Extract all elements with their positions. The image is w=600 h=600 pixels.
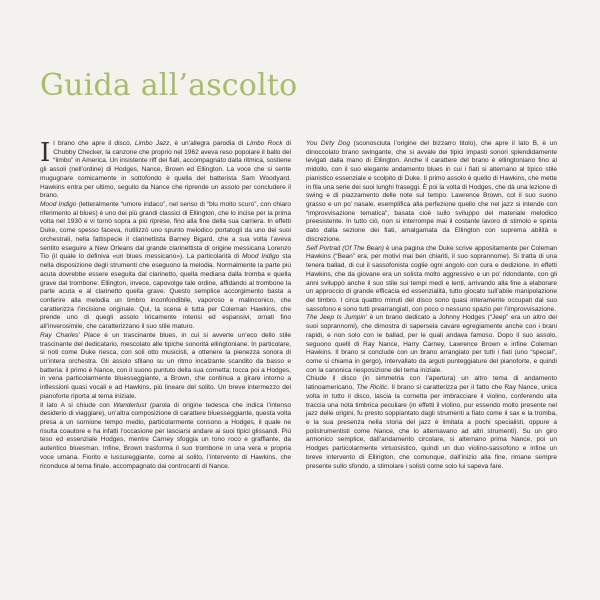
paragraph-ray-charles-place: Ray Charles’ Place è un trascinante blues, in cui si avverte un’eco dello stile trascinante del dedicatario, mescolato alle tipiche sonorità ellingtoniane. In particolare, si noti come Duke riesca, con soli otto musicisti, a ottenere la pienezza sonora di un’intera orchestra. Gli assolo sfilano su un ritmo incalzante scandito da basso e batteria: il primo è Nance, con il suono puntuto della sua cornetta; tocca poi a Hodges, in vena particolarmente bluesseggiante, a Brown, che continua a girare intorno a inflessioni quasi vocali e ad Hawkins, più lineare del solito. Un breve intermezzo del pianoforte riporta al tema iniziale. xyxy=(40,331,292,400)
paragraph-self-portrait: Self Portrait (Of The Bean) è una pagina che Duke scrive appositamente per Coleman Hawkins (“Bean” era, per motivi mai ben chiariti, il suo soprannome). Si tratta di una tenera ballad, di cui il sassofonista coglie ogni angolo con cura e dedizione. In effetti Hawkins, che da giovane era un solista molto aggressivo e un po’ ridondante, con gli anni sviluppò anche il suo stile sui tempi medi e lenti, arrivando alla fine a elaborare un approccio di grande efficacia ed essenzialità, tutto giocato sull’abile manipolazione del timbro. I circa quattro minuti del disco sono quasi interamente occupati dal suo sassofono e sono tutti prearrangiati, con poco o nessuno spazio per l’improvvisazione. xyxy=(306,244,557,313)
page-title: Guida all’ascolto xyxy=(40,68,298,103)
right-column xyxy=(306,140,557,471)
paragraph-you-dirty-dog: You Dirty Dog (sconosciuta l’origine del bizzarro titolo), che apre il lato B, è un dinoccolato brano swingante, che si avvale dei tipici impasti sonori splendidamente levigati dalla mano di Ellington. Anche il carattere del brano è ellingtoniano fino al midollo, con il suo elegante andamento blues in cui i fiati si alternano al tipico stile pianistico essenziale e scolpito di Duke. Il primo assolo è quello di Hawkins, che mette in fila una serie dei suoi lunghi fraseggi. È poi la volta di Hodges, che dà una lezione di swing e di piazzamento delle note sul tempo. Lawrence Brown, col il suo suono grasso e un po’ nasale, esemplifica alla perfezione quello che nel jazz si intende con “improvvisazione tematica”, basata cioè sullo sviluppo del materiale melodico preesistente. In tutto ciò, non si interrompe mai il costante lavoro di stimolo e spinta dato dalla sezione dei fiati, amalgamata da Ellington con suprema abilità e discrezione. xyxy=(306,140,557,243)
paragraph-jeep-is-jumpin: The Jeep Is Jumpin’ è un brano dedicato a Johnny Hodges (“Jeep” era un altro dei suoi soprannomi), che dimostra di sapersela cavare egregiamente anche con i brani rapidi, e non solo con le ballad, per le quali andava famoso. Dopo il suo assolo, seguono quelli di Ray Nance, Harry Carney, Lawrence Brown e infine Coleman Hawkins. Il brano si conclude con un brano arrangiato per tutti i fiati (uno “special”, come si chiama in gergo), intervallato da arguti punteggiature del pianoforte, e quindi con la canonica riesposizione del tema iniziale. xyxy=(306,314,557,374)
paragraph-limbo-jazz: Il brano che apre il disco, Limbo Jazz, è un’allegra parodia di Limbo Rock di Chubby Checker, la canzone che proprio nel 1962 aveva reso popolare il ballo del “limbo” in America. Un insistente riff dei fiati, accompagnato dalla ritmica, sostiene gli assoli (nell’ordine) di Hodges, Nance, Brown ed Ellington. La voce che si sente mugugnare comicamente in sottofondo è quella del batterista Sam Woodyard. Hawkins entra per ultimo, seguito da Nance che riprende un assolo per concludere il brano. xyxy=(40,138,291,200)
paragraph-the-ricitic: Chiude il disco (in simmetria con l’apertura) un altro tema di andamento latinoamericano, The Ricitic. Il brano si caratterizza per il fatto che Ray Nance, unica volta in tutto il disco, lascia la cornetta per imbracciare il violino, conferendo alla traccia una nota timbrica peculiare (in effetti il violino, pur essendo molto presente nel jazz delle origini, fu presto soppiantato dagli strumenti a fiato come il sax e la tromba, e la sua presenza nella storia del jazz è limitata a pochi specialisti, oppure a polistrumentisti come Nance, che lo alternavano ad altri strumenti). Su un giro armonico semplice, dall’andamento circolare, si alternano prima Nance, poi un Hodges particolarmente virtuosistico, quindi un duo violino-sassofono e infine un breve intervento di Ellington, che comunque, dall’inizio alla fine, rimane sempre presente sullo sfondo, a stimolare i solisti come solo lui sapeva fare. xyxy=(306,375,557,470)
paragraph-mood-indigo: Mood Indigo (letteralmente “umore indaco”, nel senso di “blu molto scuro”, con chiaro riferimento al blues) è uno dei più grandi classici di Ellington, che lo incise per la prima volta nel 1930 e vi tornò sopra a più riprese, fino alla fine della sua carriera. In effetti Duke, come spesso faceva, riutilizzò uno spunto melodico portatogli da uno dei suoi orchestrali, nella fattispecie il clarinettista Barney Bigard, che a sua volta l’aveva sentito eseguire a New Orleans dal grande clarinettista di origine messicana Lorenzo Tio (il quale lo definiva «un blues messicano»). La particolarità di Mood Indigo sta nella disposizione degli strumenti che eseguono la melodia. Normalmente la parte più acuta dovrebbe essere eseguita dal clarinetto, quella mediana dalla tromba e quella grave dal trombone: Ellington, invece, capovolge tale ordine, affidando al trombone la parte acuta e al clarinetto quella grave. Questo semplice accorgimento basta a conferire alla melodia un timbro inconfondibile, vaporoso e malinconico, che caratterizza l’incisione originale. Qui, la scena è tutta per Coleman Hawkins, che prende uno di quegli assolo liricamente intensi ed espansivi, ornati fino all’inverosimile, che caratterizzano il suo stile maturo. xyxy=(40,201,291,331)
left-column xyxy=(40,140,291,471)
paragraph-wanderlust: Il lato A si chiude con Wanderlust (parola di origine tedesca che indica l’intenso desiderio di viaggiare), un’altra composizione di carattere bluesseggiante, questa volta presa a un sornione tempo medio, particolarmente consono a Hodges, il quale ne risulta coautore e ha infatti l’occasione per lasciarsi andare ai suoi tipici glissandi. Più teso ed essenziale Hodges, mentre Carney sfoggia un tono roco e graffiante, da autentico bluesman. Infine, Brown trasforma il suo trombone in una vera e propria voce umana. Fiorito e lussureggiante, come al solito, l’intervento di Hawkins, che riconduce al tema finale, accompagnato dai controcanti di Nance. xyxy=(40,401,291,470)
drop-cap: I xyxy=(40,138,51,168)
